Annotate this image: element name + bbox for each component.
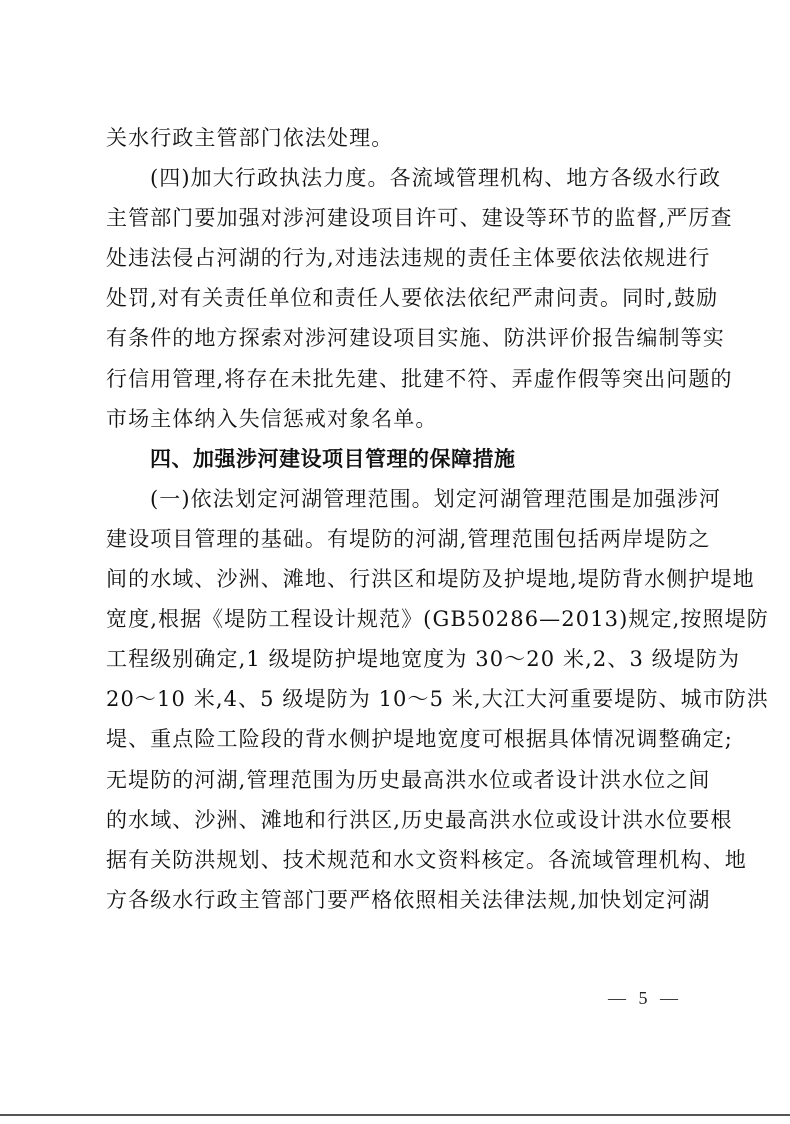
text-line-3: 主管部门要加强对涉河建设项目许可、建设等环节的监督,严厉查 (106, 206, 733, 231)
text-line-8: 市场主体纳入失信惩戒对象名单。 (106, 406, 438, 431)
text-line-19: 据有关防洪规划、技术规范和水文资料核定。各流域管理机构、地 (106, 847, 747, 872)
text-line-1: 关水行政主管部门依法处理。 (106, 126, 394, 150)
document-body (106, 118, 769, 920)
text-line-11: 建设项目管理的基础。有堤防的河湖,管理范围包括两岸堤防之 (106, 526, 711, 551)
text-line-7: 行信用管理,将存在未批先建、批建不符、弄虚作假等突出问题的 (106, 366, 733, 391)
text-line-6: 有条件的地方探索对涉河建设项目实施、防洪评价报告编制等实 (106, 326, 725, 351)
text-line-16: 堤、重点险工险段的背水侧护堤地宽度可根据具体情况调整确定; (106, 727, 733, 752)
text-line-13: 宽度,根据《堤防工程设计规范》(GB50286—2013)规定,按照堤防 (106, 607, 769, 632)
text-line-14: 工程级别确定,1 级堤防护堤地宽度为 30～20 米,2、3 级堤防为 (106, 647, 741, 672)
text-line-4: 处违法侵占河湖的行为,对违法违规的责任主体要依法依规进行 (106, 246, 711, 271)
text-line-20: 方各级水行政主管部门要严格依照相关法律法规,加快划定河湖 (106, 887, 711, 912)
page-bottom-edge (0, 1114, 790, 1116)
text-line-12: 间的水域、沙洲、滩地、行洪区和堤防及护堤地,堤防背水侧护堤地 (106, 567, 755, 592)
text-line-15: 20～10 米,4、5 级堤防为 10～5 米,大江大河重要堤防、城市防洪 (106, 687, 769, 712)
text-line-10: (一)依法划定河湖管理范围。划定河湖管理范围是加强涉河 (150, 486, 722, 511)
page-number: — 5 — (608, 988, 682, 1008)
text-line-18: 的水域、沙洲、滩地和行洪区,历史最高洪水位或设计洪水位要根 (106, 807, 733, 832)
text-line-5: 处罚,对有关责任单位和责任人要依法依纪严肃问责。同时,鼓励 (106, 286, 719, 311)
text-line-17: 无堤防的河湖,管理范围为历史最高洪水位或者设计洪水位之间 (106, 767, 711, 792)
text-line-2: (四)加大行政执法力度。各流域管理机构、地方各级水行政 (150, 166, 722, 191)
section-heading: 四、加强涉河建设项目管理的保障措施 (150, 446, 516, 471)
